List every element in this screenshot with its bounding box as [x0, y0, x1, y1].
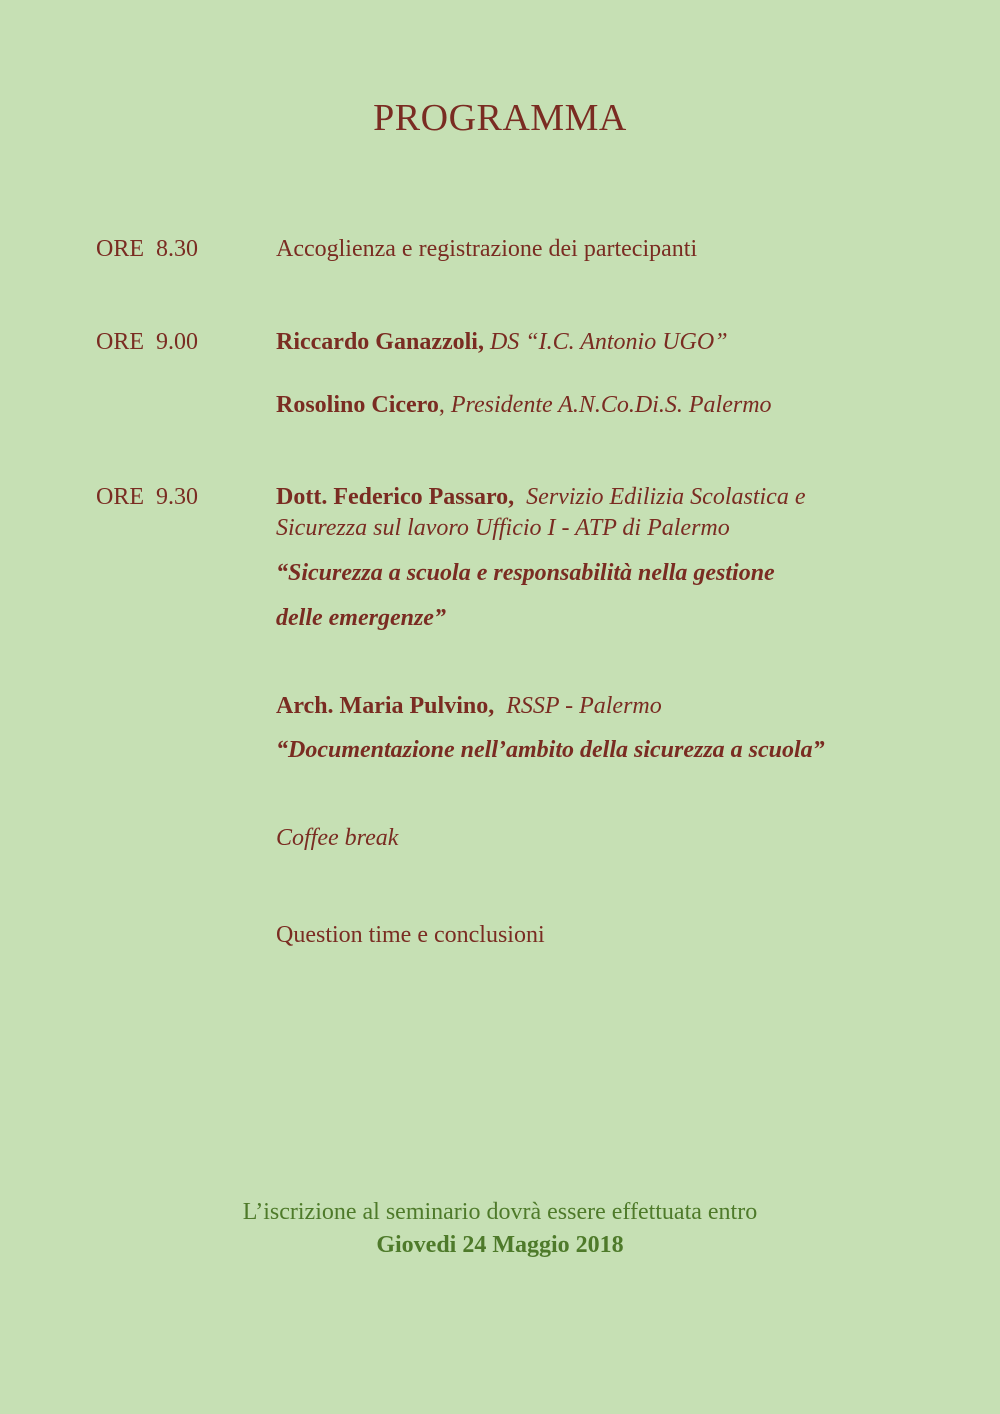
registration-notice: L’iscrizione al seminario dovrà essere effettuata entro: [242, 1199, 758, 1225]
speaker-role-continued: Sicurezza sul lavoro Ufficio I - ATP di Palermo: [276, 515, 730, 541]
speaker-name: Riccardo Ganazzoli,: [276, 329, 484, 355]
schedule-time-0900: ORE 9.00: [96, 329, 198, 355]
schedule-time-0930: ORE 9.30: [96, 484, 198, 510]
coffee-break: Coffee break: [276, 825, 399, 851]
name-separator: ,: [438, 392, 445, 418]
talk-title-pulvino: “Documentazione nell’ambito della sicurezza a scuola”: [276, 737, 825, 763]
speaker-name: Arch. Maria Pulvino,: [276, 693, 495, 719]
speaker-name: Dott. Federico Passaro,: [276, 484, 515, 510]
welcome-description: Accoglienza e registrazione dei partecipanti: [276, 236, 698, 262]
speaker-name: Rosolino Cicero: [276, 392, 439, 418]
speaker-role: Servizio Edilizia Scolastica e: [526, 484, 806, 510]
speaker-passaro: [276, 484, 805, 511]
speaker-pulvino: [276, 693, 662, 720]
speaker-role: RSSP - Palermo: [506, 693, 662, 719]
talk-title-passaro-line2: delle emergenze”: [276, 605, 446, 631]
registration-deadline: Giovedi 24 Maggio 2018: [376, 1232, 624, 1258]
closing-session: Question time e conclusioni: [276, 922, 545, 948]
talk-title-passaro-line1: “Sicurezza a scuola e responsabilità nella gestione: [276, 560, 775, 586]
page-title: PROGRAMMA: [373, 97, 627, 139]
speaker-ganazzoli: [276, 329, 728, 356]
speaker-role: Presidente A.N.Co.Di.S. Palermo: [450, 392, 772, 418]
speaker-cicero: [276, 392, 772, 419]
schedule-time-0830: ORE 8.30: [96, 236, 198, 262]
speaker-role: DS “I.C. Antonio UGO”: [489, 329, 728, 355]
